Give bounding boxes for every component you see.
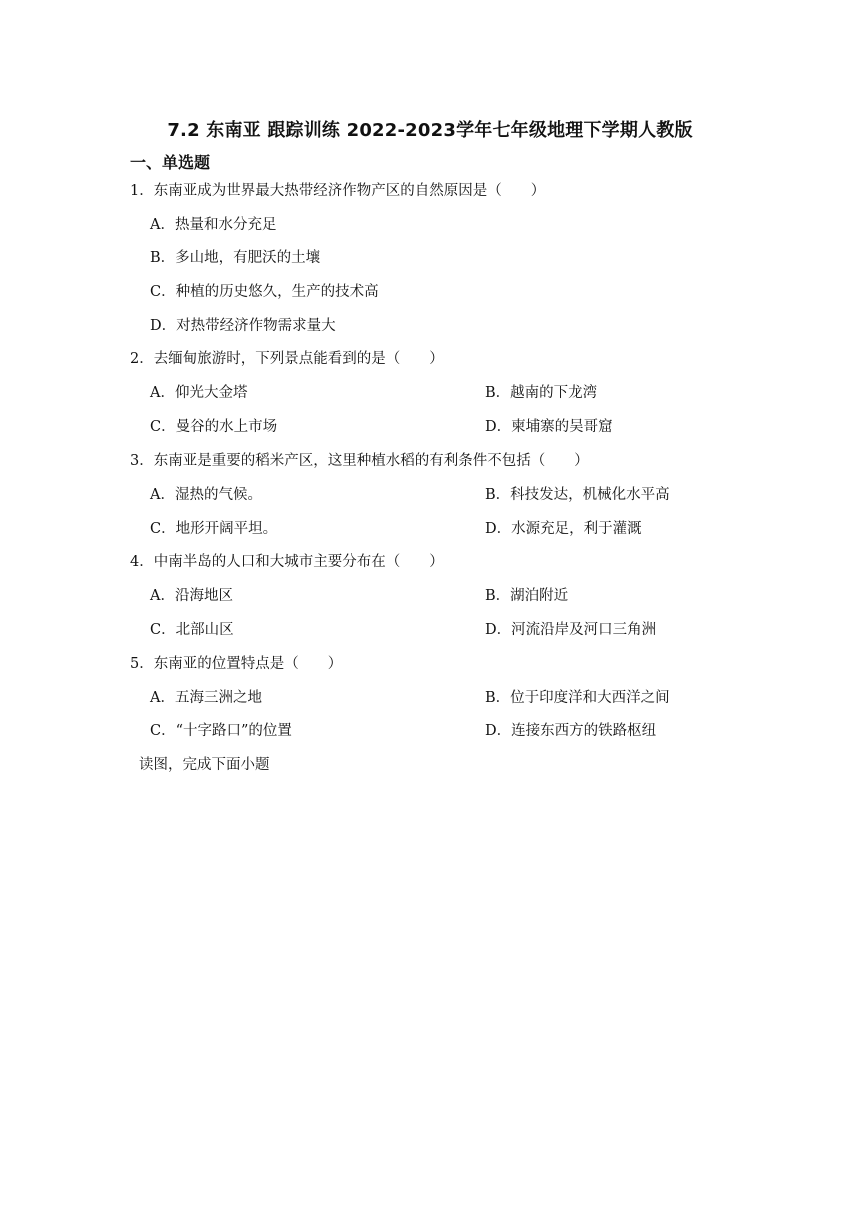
question-4-option-b[interactable]: B．湖泊附近 [485,588,569,604]
question-4-option-a[interactable]: A．沿海地区 [150,588,233,604]
question-4-stem: 4．中南半岛的人口和大城市主要分布在（ ） [130,554,444,570]
question-1-option-a[interactable]: A．热量和水分充足 [150,217,277,233]
question-5-option-c[interactable]: C．“十字路口”的位置 [150,723,292,739]
question-4-option-c[interactable]: C．北部山区 [150,622,234,638]
question-2-option-c[interactable]: C．曼谷的水上市场 [150,419,278,435]
question-5-option-b[interactable]: B．位于印度洋和大西洋之间 [485,690,670,706]
section-heading: 一、单选题 [130,153,211,172]
reading-instruction: 读图，完成下面小题 [139,757,270,773]
question-3-option-a[interactable]: A．湿热的气候。 [150,487,262,503]
question-4-option-d[interactable]: D．河流沿岸及河口三角洲 [485,622,657,638]
question-5-option-a[interactable]: A．五海三洲之地 [150,690,262,706]
question-3-option-d[interactable]: D．水源充足，利于灌溉 [485,521,642,537]
question-5-option-d[interactable]: D．连接东西方的铁路枢纽 [485,723,657,739]
question-2-option-d[interactable]: D．柬埔寨的吴哥窟 [485,419,613,435]
question-2-option-a[interactable]: A．仰光大金塔 [150,385,248,401]
question-1-stem: 1．东南亚成为世界最大热带经济作物产区的自然原因是（ ） [130,183,546,199]
question-1-option-b[interactable]: B．多山地，有肥沃的土壤 [150,250,321,266]
question-3-stem: 3．东南亚是重要的稻米产区，这里种植水稻的有利条件不包括（ ） [130,453,589,469]
document-title: 7.2 东南亚 跟踪训练 2022-2023学年七年级地理下学期人教版 [167,120,693,141]
question-5-stem: 5．东南亚的位置特点是（ ） [130,656,343,672]
question-2-stem: 2．去缅甸旅游时，下列景点能看到的是（ ） [130,351,444,367]
question-3-option-c[interactable]: C．地形开阔平坦。 [150,521,278,537]
question-1-option-d[interactable]: D．对热带经济作物需求量大 [150,318,336,334]
question-3-option-b[interactable]: B．科技发达，机械化水平高 [485,487,670,503]
question-1-option-c[interactable]: C．种植的历史悠久，生产的技术高 [150,284,379,300]
question-2-option-b[interactable]: B．越南的下龙湾 [485,385,598,401]
